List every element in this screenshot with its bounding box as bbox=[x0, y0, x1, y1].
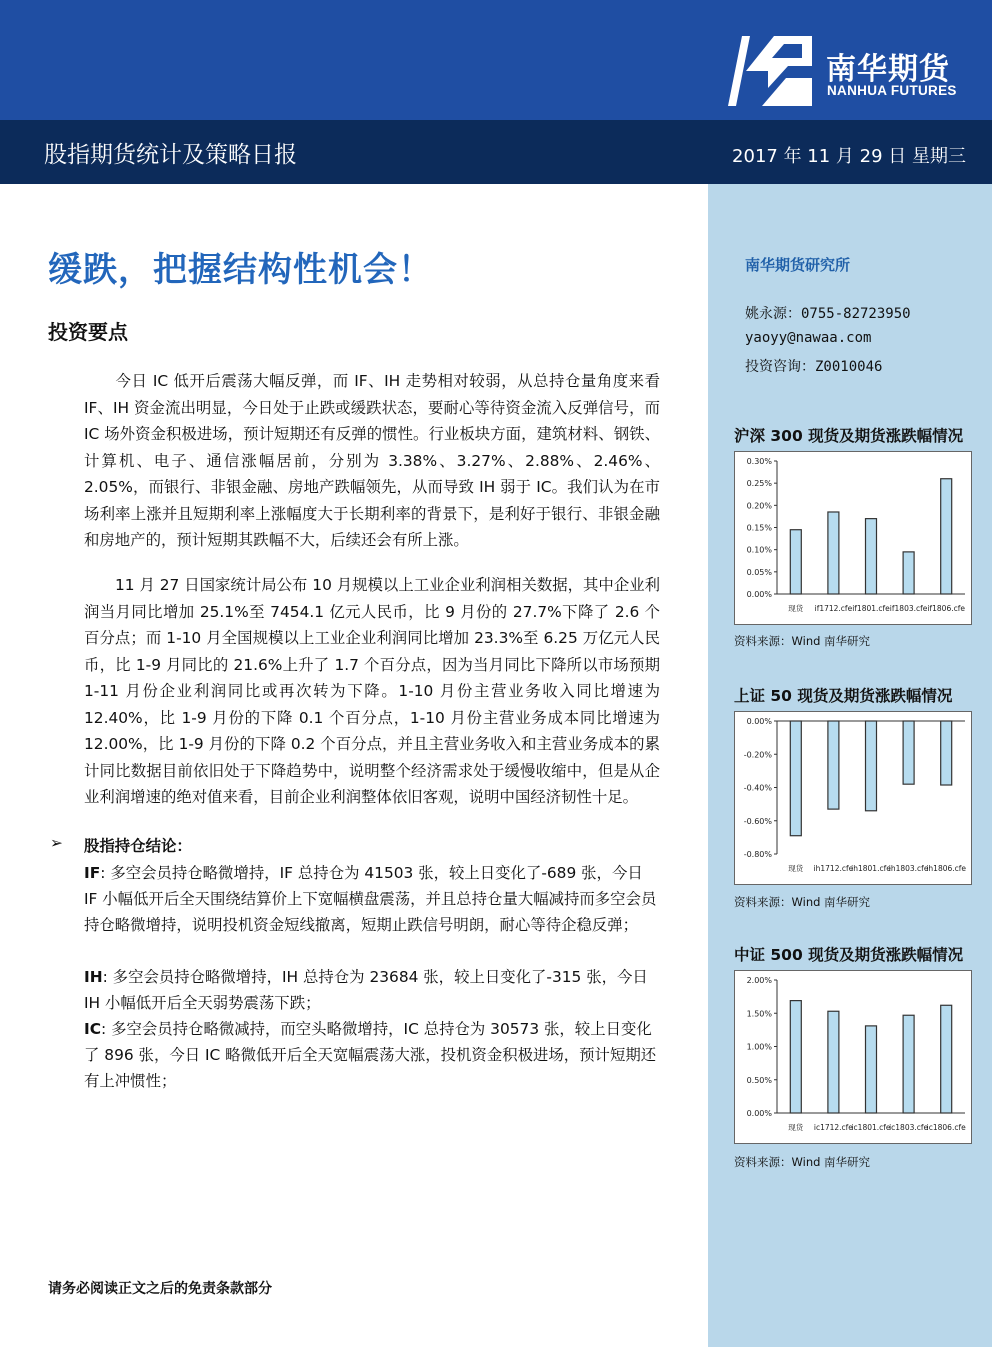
bar bbox=[828, 721, 839, 809]
disclaimer-note: 请务必阅读正文之后的免责条款部分 bbox=[48, 1281, 272, 1297]
x-tick-label: ih1806.cfe bbox=[926, 864, 967, 873]
bar bbox=[866, 519, 877, 594]
chart-title-sz50: 上证 50 现货及期货涨跌幅情况 bbox=[734, 687, 953, 705]
contact-license: 投资咨询：Z0010046 bbox=[745, 359, 883, 375]
chart-sz50-svg bbox=[735, 712, 971, 884]
chart-sz50 bbox=[734, 711, 972, 885]
x-tick-label: if1806.cfe bbox=[927, 604, 965, 613]
bar bbox=[941, 721, 952, 785]
paragraph-profit: 11 月 27 日国家统计局公布 10 月规模以上工业企业利润相关数据，其中企业利润当月同比增加 25.1%至 7454.1 亿元人民币，比 9 月份的 27.7%下降了 2.6 个百分点；而 1-10 月全国规模以上工业企业利润同比增加 23.3%至 6.25 万亿元人民币，比 1-9 月同比的 21.6%上升了 1.7 个百分点，因为当月同比下降所以市场预期 1-11 月份企业利润同比或再次转为下降。1-10 月份主营业务收入同比增速为 12.40%，比 1-9 月份的下降 0.1 个百分点，1-10 月份主营业务成本同比增速为 12.00%，比 1-9 月份的下降 0.2 个百分点，并且主营业务收入和主营业务成本的累计同比数据目前依旧处于下降趋势中，说明整个经济需求处于缓慢收缩中，但是从企业利润增速的绝对值来看，目前企业利润整体依旧客观，说明中国经济韧性十足。 bbox=[84, 576, 660, 806]
y-tick-label: 2.00% bbox=[746, 976, 772, 985]
y-tick-label: 0.00% bbox=[746, 1109, 772, 1118]
y-tick-label: 0.25% bbox=[746, 479, 772, 489]
chart-hs300-svg bbox=[735, 452, 971, 624]
report-date: 2017 年 11 月 29 日 星期三 bbox=[732, 146, 966, 167]
nanhua-logo-icon bbox=[728, 36, 812, 106]
y-tick-label: 0.00% bbox=[746, 717, 772, 726]
brand-name-cn: 南华期货 bbox=[826, 52, 950, 87]
chart-source-zz500: 资料来源：Wind 南华研究 bbox=[734, 1155, 871, 1169]
y-tick-label: -0.40% bbox=[743, 783, 772, 793]
chart-zz500-svg bbox=[735, 971, 971, 1143]
bar bbox=[903, 552, 914, 594]
y-tick-label: 1.00% bbox=[746, 1042, 772, 1052]
bar bbox=[903, 721, 914, 784]
x-tick-label: ic1801.cfe bbox=[851, 1123, 891, 1132]
bar bbox=[790, 530, 801, 594]
bullet-arrow-icon: ➢ bbox=[50, 834, 63, 852]
y-tick-label: -0.60% bbox=[743, 816, 772, 826]
x-tick-label: ic1806.cfe bbox=[926, 1123, 966, 1132]
y-tick-label: 0.15% bbox=[746, 523, 772, 533]
y-tick-label: -0.80% bbox=[743, 850, 772, 859]
x-tick-label: ih1803.cfe bbox=[888, 864, 929, 873]
position-if: IF: 多空会员持仓略微增持，IF 总持仓为 41503 张，较上日变化了-689 张，今日 IF 小幅低开后全天围绕结算价上下宽幅横盘震荡，并且总持仓量大幅减持而多空会员持仓略微增持，说明投机资金短线撤离，短期止跌信号明朗，耐心等待企稳反弹； bbox=[84, 864, 657, 934]
y-tick-label: 0.10% bbox=[746, 545, 772, 555]
paragraph-market: 今日 IC 低开后震荡大幅反弹，而 IF、IH 走势相对较弱，从总持仓量角度来看 IF、IH 资金流出明显，今日处于止跌或缓跌状态，要耐心等待资金流入反弹信号，而 IC 场外资金积极进场，预计短期还有反弹的惯性。行业板块方面，建筑材料、钢铁、计算机、电子、通信涨幅居前，分别为 3.38%、3.27%、2.88%、2.46%、2.05%，而银行、非银金融、房地产跌幅领先，从而导致 IH 弱于 IC。我们认为在市场利率上涨并且短期利率上涨幅度大于长期利率的背景下，是利好于银行、非银金融和房地产的，预计短期其跌幅不大，后续还会有所上涨。 bbox=[84, 372, 660, 549]
bar bbox=[866, 1026, 877, 1113]
contact-phone: 姚永源：0755-82723950 bbox=[745, 306, 911, 322]
y-tick-label: 0.00% bbox=[746, 590, 772, 599]
bar bbox=[828, 1011, 839, 1113]
contact-email: yaoyy@nawaa.com bbox=[745, 330, 872, 346]
y-tick-label: 0.50% bbox=[746, 1075, 772, 1085]
x-tick-label: 现货 bbox=[788, 604, 804, 613]
x-tick-label: ic1712.cfe bbox=[813, 1123, 853, 1132]
x-tick-label: ic1803.cfe bbox=[889, 1123, 929, 1132]
bullet-title: 股指持仓结论： bbox=[84, 837, 192, 855]
y-tick-label: 1.50% bbox=[746, 1009, 772, 1019]
chart-zz500 bbox=[734, 970, 972, 1144]
y-tick-label: 0.20% bbox=[746, 501, 772, 511]
bar bbox=[903, 1015, 914, 1113]
y-tick-label: -0.20% bbox=[743, 750, 772, 760]
x-tick-label: 现货 bbox=[788, 864, 804, 873]
x-tick-label: 现货 bbox=[788, 1123, 804, 1132]
x-tick-label: if1801.cfe bbox=[852, 604, 890, 613]
institute-name: 南华期货研究所 bbox=[745, 256, 851, 274]
x-tick-label: if1712.cfe bbox=[814, 604, 853, 613]
headline: 缓跌，把握结构性机会！ bbox=[48, 250, 433, 290]
bar bbox=[828, 512, 839, 594]
bar bbox=[790, 1001, 801, 1113]
chart-title-hs300: 沪深 300 现货及期货涨跌幅情况 bbox=[734, 427, 964, 445]
bar bbox=[790, 721, 801, 836]
report-title: 股指期货统计及策略日报 bbox=[44, 142, 297, 168]
bar bbox=[941, 479, 952, 594]
chart-source-hs300: 资料来源：Wind 南华研究 bbox=[734, 634, 871, 648]
section-title: 投资要点 bbox=[48, 320, 128, 344]
chart-title-zz500: 中证 500 现货及期货涨跌幅情况 bbox=[734, 946, 964, 964]
position-ih: IH: 多空会员持仓略微增持，IH 总持仓为 23684 张，较上日变化了-315 张，今日 IH 小幅低开后全天弱势震荡下跌； bbox=[84, 968, 648, 1012]
chart-hs300 bbox=[734, 451, 972, 625]
bar bbox=[941, 1005, 952, 1113]
position-ic: IC: 多空会员持仓略微减持，而空头略微增持，IC 总持仓为 30573 张，较上日变化了 896 张，今日 IC 略微低开后全天宽幅震荡大涨，投机资金积极进场，预计短期还有上冲惯性； bbox=[84, 1020, 657, 1090]
brand-name-en: NANHUA FUTURES bbox=[827, 83, 957, 98]
x-tick-label: ih1712.cfe bbox=[813, 864, 854, 873]
y-tick-label: 0.05% bbox=[746, 567, 772, 577]
x-tick-label: if1803.cfe bbox=[889, 604, 928, 613]
y-tick-label: 0.30% bbox=[746, 457, 772, 466]
x-tick-label: ih1801.cfe bbox=[851, 864, 891, 873]
chart-source-sz50: 资料来源：Wind 南华研究 bbox=[734, 895, 871, 909]
bar bbox=[866, 721, 877, 811]
